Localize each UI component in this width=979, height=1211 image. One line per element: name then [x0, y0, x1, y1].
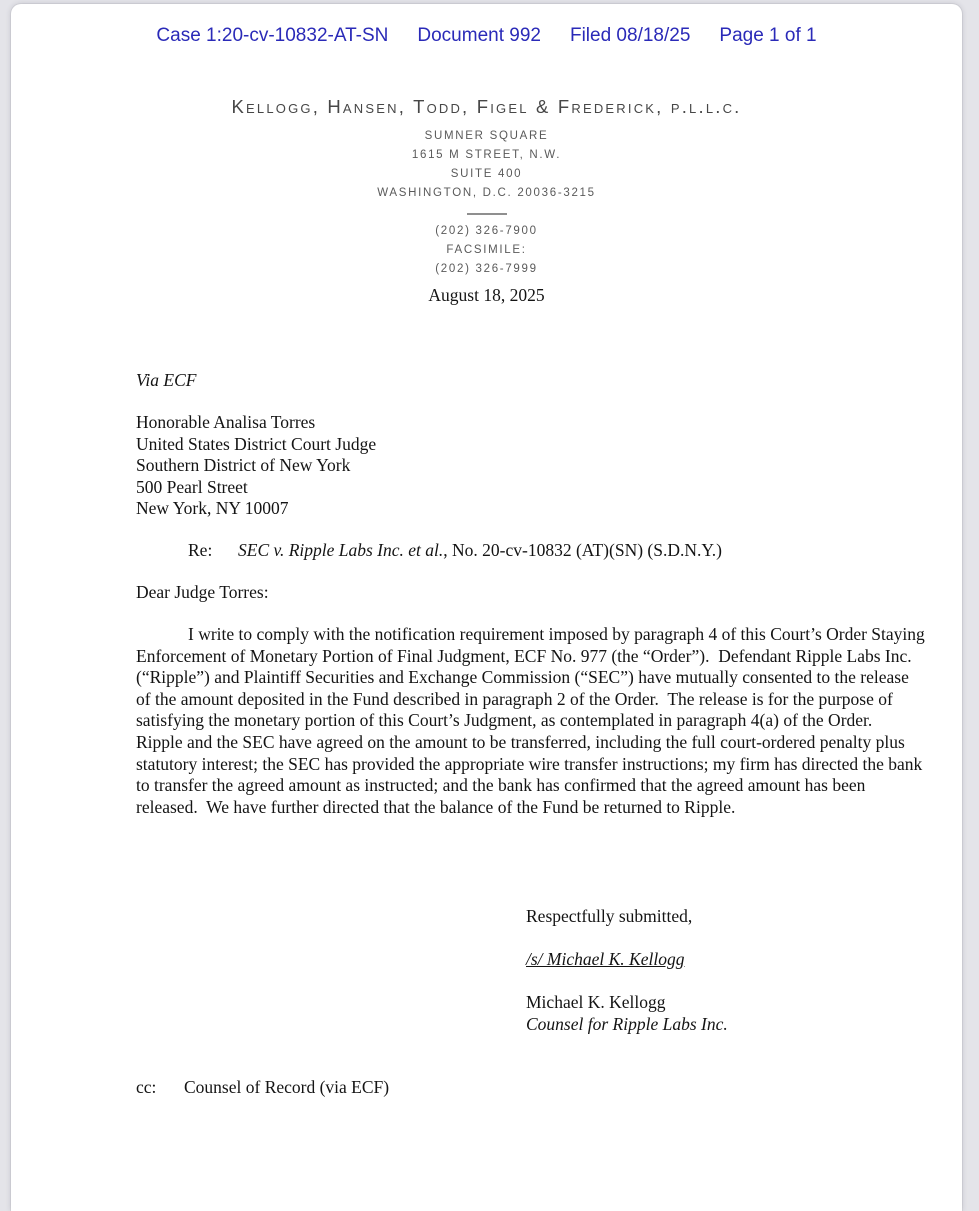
stamp-page-number: Page 1 of 1 [719, 25, 817, 46]
case-caption-italic: SEC v. Ripple Labs Inc. et al. [238, 540, 444, 560]
letterhead-divider [467, 213, 507, 215]
cc-text: Counsel of Record (via ECF) [184, 1077, 390, 1097]
firm-address-line: 1615 M STREET, N.W. [411, 149, 562, 161]
closing-phrase: Respectfully submitted, [526, 906, 693, 926]
recipient-line: Honorable Analisa Torres [136, 412, 316, 432]
letter-date: August 18, 2025 [428, 285, 545, 305]
ecf-stamp [11, 25, 962, 47]
recipient-address [136, 412, 376, 520]
recipient-line: United States District Court Judge [136, 433, 377, 454]
body-paragraph: I write to comply with the notification requirement imposed by paragraph 4 of this Court’s Order Staying Enforcement of Monetary Portion of Final Judgment, ECF No. 977 (the “Order”). Defendant Ripple Labs Inc. (“Ripple”) and Plaintiff Securities and Exchange Commission (“SEC”) have mutually consented to the release of the amount deposited in the Fund described in paragraph 2 of the Order. The release is for the purpose of satisfying the monetary portion of this Court’s Judgment, as contemplated in paragraph 4(a) of the Order. Ripple and the SEC have agreed on the amount to be transferred, including the full court-ordered penalty plus statutory interest; the SEC has provided the appropriate wire transfer instructions; my firm has directed the bank to transfer the agreed amount as instructed; and the bank has confirmed that the agreed amount has been released. We have further directed that the balance of the Fund be returned to Ripple. [136, 624, 930, 817]
re-label: Re: [188, 540, 213, 560]
recipient-line: New York, NY 10007 [136, 498, 289, 518]
signer-title: Counsel for Ripple Labs Inc. [526, 1013, 728, 1034]
recipient-line: Southern District of New York [136, 455, 351, 475]
stamp-case-number: Case 1:20-cv-10832-AT-SN [156, 25, 389, 46]
stamp-document-number: Document 992 [417, 25, 541, 46]
firm-address-line: SUITE 400 [450, 168, 523, 180]
signer-name: Michael K. Kellogg [526, 992, 666, 1012]
spacer [526, 928, 728, 950]
letter-page [11, 4, 962, 1211]
signature-line: /s/ Michael K. Kellogg [526, 949, 685, 969]
firm-address-line: SUMNER SQUARE [424, 130, 549, 142]
stamp-filed-date: Filed 08/18/25 [569, 25, 691, 46]
delivery-method: Via ECF [136, 370, 197, 390]
salutation: Dear Judge Torres: [136, 582, 269, 602]
spacer [526, 971, 728, 993]
facsimile-label: FACSIMILE: [446, 244, 527, 256]
cc-line [136, 1077, 389, 1099]
phone-number: (202) 326-7900 [435, 225, 538, 237]
closing-block [526, 906, 728, 1035]
re-line [136, 540, 722, 562]
firm-address-line: WASHINGTON, D.C. 20036-3215 [377, 187, 596, 199]
cc-label: cc: [136, 1077, 157, 1097]
letterhead [11, 96, 962, 279]
firm-name: Kellogg, Hansen, Todd, Figel & Frederick, p.l.l.c. [231, 96, 742, 117]
fax-number: (202) 326-7999 [435, 263, 538, 275]
recipient-line: 500 Pearl Street [136, 476, 248, 497]
case-citation: , No. 20-cv-10832 (AT)(SN) (S.D.N.Y.) [443, 540, 722, 560]
